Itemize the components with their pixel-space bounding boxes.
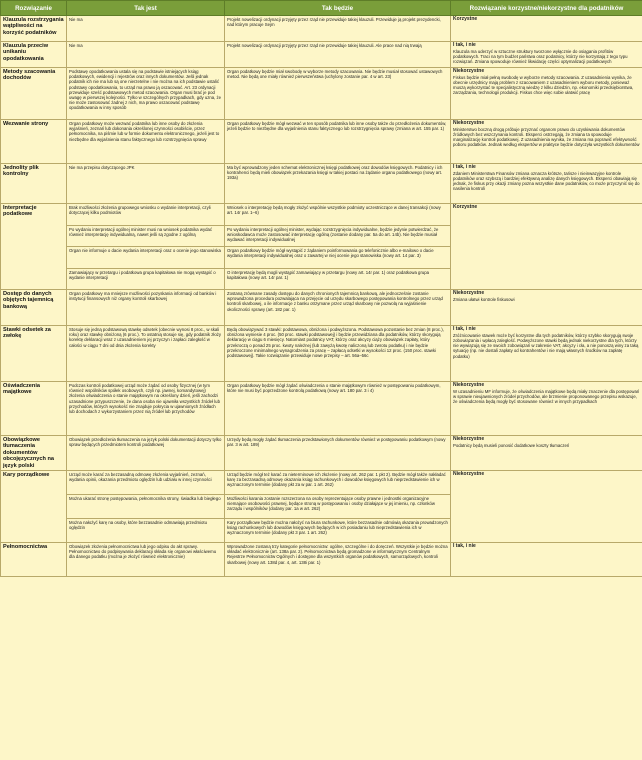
header-assessment: Rozwiązanie korzystne/niekorzystne dla podatników xyxy=(451,1,642,16)
verdict-explanation: Zróżnicowanie stawek może być korzystne dla tych podatników, którzy szybko skorygują swoje zobowiązania i wpłacą zaległość. Podwyższone stawki będą jednak niekorzystne dla tych, którzy nie wywiązują się ze swoich zobowiązań w zakresie VAT, akcyzy i cła, a nie ponoszą winy za taką sytuację (np. nie dostali zapłaty od kontrahentów i nie mają własnych środków na zapłatę podatku) xyxy=(453,332,639,359)
table-body xyxy=(1,16,642,577)
header-future: Tak będzie xyxy=(225,1,451,16)
verdict-label: I tak, i nie xyxy=(453,42,476,48)
verdict-label: Niekorzystne xyxy=(453,120,485,126)
verdict-label: Niekorzystne xyxy=(453,471,485,478)
future-state-cell: Po wydaniu interpretacji ogólnej minister, wydając rozstrzygnięcia indywidualne, będzie jedynie potwierdzać, że wnioskodawca może zastosować interpretację ogólną (zostanie dodany par. 5a do art. 14b). Nie będzie musiał wydawać interpretacji indywidualnej xyxy=(225,225,451,247)
current-state-cell: Organ nie informuje o dacie wydania interpretacji oraz o ocenie jego stanowiska xyxy=(67,247,225,269)
future-state-cell: Projekt nowelizacji ordynacji przyjęty przez rząd nie przewiduje takiej klauzuli. Przewiduje ją projekt prezydencki, nad którym pracuje Sejm xyxy=(225,16,451,42)
assessment-cell xyxy=(451,204,642,290)
row-label: Klauzula przeciw unikaniu opodatkowania xyxy=(1,42,67,68)
table-row xyxy=(1,164,642,204)
future-state-cell: Wprowadzone zostaną trzy kategorie pełnomocnictw: ogólne, szczególne i do doręczeń. Wszystkie je będzie można składać elektronicznie (art. 138a par. 2). Pełnomocnictwa będą gromadzone w informatycznym Centralnym Rejestrze Pełnomocnictw Ogólnych i dostępne dla wszystkich organów podatkowych, samorządowych, kontroli skarbowej (nowy art. 138d par. 4, art. 138i par. 1) xyxy=(225,543,451,577)
assessment-cell xyxy=(451,543,642,577)
table-header-row xyxy=(1,1,642,16)
future-state-cell: Organ podatkowy będzie miał swobodę w wyborze metody szacowania. Nie będzie musiał stosować ustawowych metod. Nie będą one miały również pierwszeństwa (uchylony zostanie par. 4 w art. 23) xyxy=(225,68,451,120)
current-state-cell: Obowiązek przedłożenia tłumaczenia na język polski dokumentacji dotyczy tylko spraw będących przedmiotem kontroli podatkowej xyxy=(67,436,225,471)
header-solution: Rozwiązanie xyxy=(1,1,67,16)
row-label: Pełnomocnictwa xyxy=(1,543,67,577)
current-state-cell: Nie ma xyxy=(67,42,225,68)
row-label: Stawki odsetek za zwłokę xyxy=(1,326,67,382)
future-state-cell: Będą obowiązywać 3 stawki: podstawowa, obniżona i podwyższona. Podstawowa pozostanie bez zmian (8 proc.), obniżona wyniesie 4 proc. (50 proc. stawki podstawowej) i będzie przewidziana dla podatników, którzy skorygują deklarację w ciągu 6 miesięcy. Natomiast podatnicy VAT, którzy oraz akcyzy ciąży obowiązek zapłaty, który przekroczą o ponad 25 proc. kwoty należnej (lub zawyżą kwotę naliczoną lub zwrotu podatku) i nie będzie przekroczone minimalnego wynagrodzenia za pracę – zapłacą odsetki w wysokości 12 proc. (150 proc. stawki podstawowej). Takie rozwiązanie przewiduje nowe przepisy – art. 56a–56c xyxy=(225,326,451,382)
current-state-cell: Brak możliwości złożenia grupowego wniosku o wydanie interpretacji, czyli dotyczącej kilku podmiotów xyxy=(67,204,225,226)
future-state-cell: Organ podatkowy będzie mógł żądać oświadczenia o stanie majątkowym również w postępowaniu podatkowym, które nie musi być poprzedzone kontrolą podatkową (nowy art. 180 par. 3 i 4) xyxy=(225,382,451,436)
assessment-cell xyxy=(451,326,642,382)
row-label: Jednolity plik kontrolny xyxy=(1,164,67,204)
assessment-cell xyxy=(451,164,642,204)
table-row xyxy=(1,204,642,226)
future-state-cell: Możliwości karania zostanie rozszerzona na osoby reprezentujące osoby prawne i jednostki organizacyjne niemające osobowości prawnej, będące stroną w postępowaniu i osoby działające w jej imieniu, np. członków zarządu i wspólników (dodany par. 1a w art. 262) xyxy=(225,495,451,519)
current-state-cell: Zamawiający w przetargu i podatkowa grupa kapitałowa nie mogą wystąpić o wydanie interpretacji xyxy=(67,268,225,290)
assessment-cell xyxy=(451,471,642,543)
verdict-label: Niekorzystne xyxy=(453,436,485,442)
table-row xyxy=(1,382,642,436)
verdict-label: I tak, i nie xyxy=(453,326,476,332)
table-row xyxy=(1,68,642,120)
row-label: Dostęp do danych objętych tajemnicą bankową xyxy=(1,290,67,326)
row-label: Interpretacje podatkowe xyxy=(1,204,67,290)
verdict-label: I tak, i nie xyxy=(453,543,476,550)
row-label: Kary porządkowe xyxy=(1,471,67,543)
current-state-cell: Podczas kontroli podatkowej urząd może żądać od osoby fizycznej (w tym również wspólników spółek osobowych, czyli np. jawnej, komandytowej) złożenia oświadczenia o stanie majątkowym na określony dzień, jeśli zachodzi uzasadnione przypuszczenie, że dana osoba nie ujawniła wszystkich źródeł lub przychodów, których wysokość nie znajduje pokrycia w ujawnionych źródłach lub dochodach z wykorzystaniem przez nią źródeł lub przychodów xyxy=(67,382,225,436)
header-current: Tak jest xyxy=(67,1,225,16)
verdict-label: I tak, i nie xyxy=(453,164,476,170)
row-label: Wezwanie strony xyxy=(1,120,67,164)
assessment-cell xyxy=(451,382,642,436)
verdict-label: Korzystne xyxy=(453,204,478,210)
table-row xyxy=(1,436,642,471)
current-state-cell: Stosuje się jedną podstawową stawkę odsetek (obecnie wynosi 8 proc., w skali roku) oraz stawkę obniżoną (6 proc.). To ostatnią stosuje się, gdy podatnik złoży korektę deklaracji wraz z uzasadnieniem jej przyczyn i zapłaci zaległość w całości w ciągu 7 dni od dnia złożenia korekty xyxy=(67,326,225,382)
future-state-cell: Ma być wprowadzony jeden schemat elektronicznej księgi podatkowej oraz dowodów księgowych. Podatnicy i ich kontrahenci będą mieli obowiązek przekazania księgi w takiej postaci na żądanie organu podatkowego (nowy art. 193a) xyxy=(225,164,451,204)
future-state-cell: Kary porządkowe będzie można nałożyć na biura rachunkowe, które bezzasadnie odmówią okazania prowadzonych ksiąg rachunkowych lub dowodów księgowych będących w ich posiadaniu lub nieprzedstawienia ich w wyznaczonym terminie (dodany pkt 3 par. 1 art. 262) xyxy=(225,519,451,543)
row-label: Metody szacowania dochodów xyxy=(1,68,67,120)
assessment-cell xyxy=(451,68,642,120)
row-label: Klauzula rozstrzygania wątpliwości na korzyść podatników xyxy=(1,16,67,42)
current-state-cell: Obowiązek złożenia pełnomocnictwa lub jego odpisu do akt sprawy. Pełnomocnictwo do podpisywania deklaracji składa się organowi właściwemu dla danego podatku (można je złożyć również elektronicznie) xyxy=(67,543,225,577)
table-row xyxy=(1,120,642,164)
assessment-cell xyxy=(451,120,642,164)
row-label: Obowiązkowe tłumaczenia dokumentów obcojęzycznych na język polski xyxy=(1,436,67,471)
current-state-cell: Organ podatkowy ma mniejsze możliwości pozyskania informacji od banków i instytucji finansowych niż organy kontroli skarbowej xyxy=(67,290,225,326)
verdict-explanation: Ministerstwo boczną drogą próbuje przyznać organom prawo do uzyskiwania dokumentów źródłowych bez wszczynania kontroli. Eksperci ostrzegają, że zmiana ta spowoduje marginalizację kontroli podatkowej. Z uzasadnienia wynika, że zmiana ma poprawić efektywność poboru podatków. Jednak według ekspertów w praktyce będzie dotyczyła wszystkich dokumentów xyxy=(453,126,640,148)
verdict-label: Korzystne xyxy=(453,16,478,22)
assessment-cell xyxy=(451,436,642,471)
current-state-cell: Można nałożyć karę na osoby, które bezzasadnie odmawiają przedmiotu oględzin xyxy=(67,519,225,543)
table-row xyxy=(1,42,642,68)
verdict-label: Niekorzystne xyxy=(453,290,485,296)
table-row xyxy=(1,290,642,326)
current-state-cell: Nie ma przepisu dotyczącego JPK xyxy=(67,164,225,204)
table-row xyxy=(1,16,642,42)
assessment-cell xyxy=(451,16,642,42)
current-state-cell: Po wydaniu interpretacji ogólnej minister musi na wniosek podatnika wydać również interpretację indywidualną, nawet jeśli są zgodne z ogólną xyxy=(67,225,225,247)
verdict-explanation: Klauzula ma uderzyć w sztuczne struktury tworzone wyłącznie do osiągania profitów podatkowych. Traci na tym budżet państwa oraz podatnicy, którzy nie korzystają z tego typu rozwiązań. Zmiana spowoduje również likwidację części optymalizacji podatkowych xyxy=(453,48,628,65)
assessment-cell xyxy=(451,290,642,326)
verdict-explanation: Fiskus będzie miał pełną swobodę w wyborze metody szacowania. Z uzasadnienia wynika, że obecnie urzędnicy mają problem z szacowaniem z uzasadnieniem wyboru metody, ponieważ muszą wykorzystać te specjalistyczną wiedzę z kilku dziedzin, np. ekonomiki przedsiębiorstwa, zarządzania, technologii produkcji. Fiskus chce więc sobie ułatwić pracę xyxy=(453,74,634,96)
future-state-cell: Zostaną zrównane zasady dostępu do danych chronionych tajemnicą bankową, ale jednocześnie zostanie wprowadzona procedura pozwalająca na przejęcie od urzędu skarbowego postępowania kontrolnego przez urząd kontroli skarbowej, o ile informacje z banku otrzymane przez urząd skarbowy nie pozwolą na wyjaśnienie okoliczności sprawy (art. 182 par. 1) xyxy=(225,290,451,326)
future-state-cell: Organ podatkowy będzie mógł wezwać w ten sposób podatnika lub inne osoby także do przedłożenia dokumentów, jeżeli będzie to niezbędne dla wyjaśnienia stanu faktycznego lub rozstrzygnięcia sprawy (zmiana w art. 155 par. 1) xyxy=(225,120,451,164)
verdict-explanation: Zmiana ułatwi kontrole fiskusowi xyxy=(453,296,515,302)
current-state-cell: Organ podatkowy może wezwać podatnika lub inne osoby do złożenia wyjaśnień, zeznań lub dokonania określonej czynności osobiście, przez pełnomocnika, na piśmie lub w formie dokumentu elektronicznego, jeżeli jest to niezbędne dla wyjaśnienia stanu faktycznego lub rozstrzygnięcia sprawy xyxy=(67,120,225,164)
table-row xyxy=(1,326,642,382)
verdict-label: Niekorzystne xyxy=(453,68,485,74)
assessment-cell xyxy=(451,42,642,68)
current-state-cell: Podstawę opodatkowania ustala się na podstawie istniejących ksiąg podatkowych, ewidencji i rejestrów oraz innych dokumentów. Jeśli jednak podatnik ich nie ma lub są one nierzetelne i nie można na ich podstawie ustalić podstawy opodatkowania, to urząd ma prawo ją oszacować. Art. 23 ordynacji przewiduje sześć podstawowych metod szacowania. Organ musi brać je pod uwagę w pierwszej kolejności. Tylko w szczególnych przypadkach, gdy uzna, że nie może zastosować żadnej z nich, ma prawo oszacować podstawę opodatkowania w inny sposób xyxy=(67,68,225,120)
verdict-explanation: Zdaniem Ministerstwa Finansów zmiana oznacza krótsze, tańsze i nieinwazyjne kontrole podatników oraz szybszą i bardziej efektywną analizę danych księgowych. Eksperci obawiają się jednak, że fiskus przy okazji zmiany pozna wszystkie dane podatników, co może przyczynić się do nasilenia kontroli xyxy=(453,170,640,192)
future-state-cell: Wniosek o interpretację będą mogły złożyć wspólnie wszystkie podmioty uczestniczące w danej transakcji (nowy art. 14r par. 1–6) xyxy=(225,204,451,226)
future-state-cell: Organ podatkowy będzie mógł wystąpić z żądaniem poinformowania go telefonicznie albo e-mailowo o dacie wydania interpretacji indywidualnej oraz o zawartej w niej ocenie jego stanowiska (nowy art. 14 par. 3) xyxy=(225,247,451,269)
table-row xyxy=(1,543,642,577)
verdict-explanation: Podatnicy będą musieli ponosić dodatkowe koszty tłumaczeń xyxy=(453,442,570,448)
future-state-cell: Urząd będzie mógł też karać za nieterminowe ich złożenie (nowy art. 262 par. 1 pkt 2). Będzie mógł także nakładać karę za bezzasadną odmowę okazania ksiąg rachunkowych i dowodów księgowych lub nieprzedstawienie ich w wyznaczonym terminie (dodany pkt 2a w par. 1 art. 262) xyxy=(225,471,451,495)
future-state-cell: Urzędy będą mogły żądać tłumaczenia przedstawionych dokumentów również w postępowaniu podatkowym (nowy par. 3 w art. 189) xyxy=(225,436,451,471)
future-state-cell: O interpretację będą mogli wystąpić zamawiający w przetargu (nowy art. 14r par. 1) oraz podatkowa grupa kapitałowa (nowy art. 14r par. 1) xyxy=(225,268,451,290)
verdict-label: Niekorzystne xyxy=(453,382,485,388)
row-label: Oświadczenia majątkowe xyxy=(1,382,67,436)
current-state-cell: Można ukarać stronę postępowania, pełnomocnika strony, świadka lub biegłego xyxy=(67,495,225,519)
verdict-explanation: W uzasadnieniu MF informuje, że oświadczenia majątkowe będą miały znaczenie dla postępowań w sprawie nieujawnionych źródeł przychodów, ale brzmienie proponowanego przepisu wskazuje, że oświadczenia będą mogły być stosowane również w innych przypadkach xyxy=(453,388,640,405)
future-state-cell: Projekt nowelizacji ordynacji przyjęty przez rząd nie przewiduje takiej klauzuli. Ale prace nad nią trwają xyxy=(225,42,451,68)
current-state-cell: Urząd może karać za bezzasadną odmowę złożenia wyjaśnień, zeznań, wydania opinii, okazania przedmiotu oględzin lub udziału w innej czynności xyxy=(67,471,225,495)
current-state-cell: Nie ma xyxy=(67,16,225,42)
table-row xyxy=(1,471,642,495)
